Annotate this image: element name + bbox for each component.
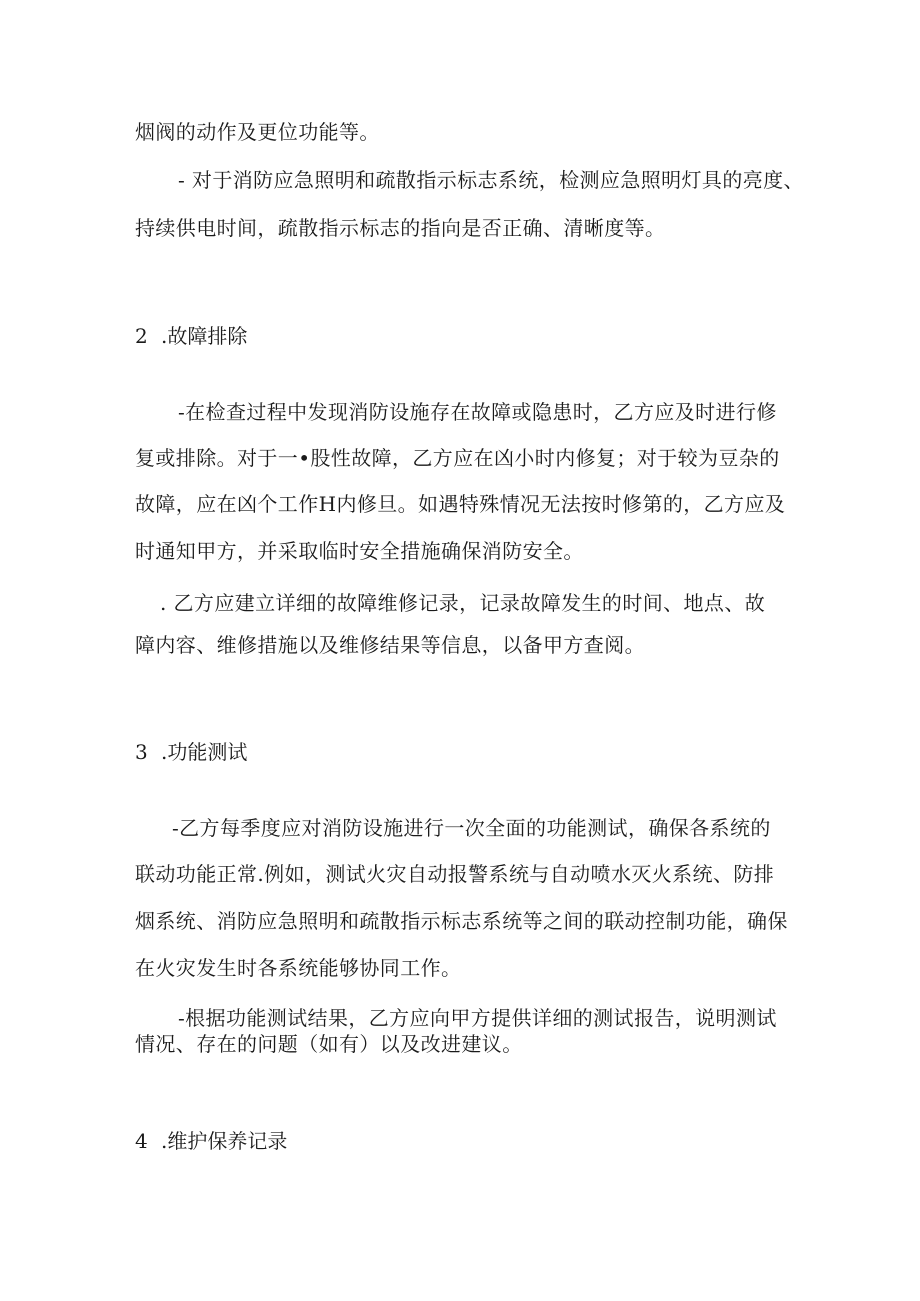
paragraph-line: -根据功能测试结果，乙方应向甲方提供详细的测试报告，说明测试 <box>178 1006 777 1030</box>
paragraph-line: 在火灾发生时各系统能够协同工作。 <box>135 956 462 980</box>
section-heading <box>135 1127 287 1155</box>
paragraph-line: 烟系统、消防应急照明和疏散指示标志系统等之间的联动控制功能，确保 <box>135 909 788 933</box>
section-heading <box>135 322 247 350</box>
section-number: 4 <box>135 1129 148 1153</box>
paragraph-line: 烟阀的动作及更位功能等。 <box>135 120 380 144</box>
paragraph-line: 联动功能正常.例如，测试火灾自动报警系统与自动喷水灭火系统、防排 <box>135 862 775 886</box>
section-title: .功能测试 <box>161 740 248 764</box>
paragraph-line: 障内容、维修措施以及维修结果等信息，以备甲方查阅。 <box>135 633 645 657</box>
paragraph-line: - 对于消防应急照明和疏散指示标志系统，检测应急照明灯具的亮度、 <box>178 168 804 192</box>
paragraph-line: 时通知甲方，并采取临时安全措施确保消防安全。 <box>135 539 584 563</box>
paragraph-line: 持续供电时间，疏散指示标志的指向是否正确、清晰度等。 <box>135 216 666 240</box>
section-heading <box>135 738 247 766</box>
paragraph-line: . 乙方应建立详细的故障维修记录，记录故障发生的时间、地点、故 <box>160 591 766 615</box>
paragraph-line: -乙方每季度应对消防设施进行一次全面的功能测试，确保各系统的 <box>172 816 771 840</box>
paragraph-line: 情况、存在的问题（如有）以及改进建议。 <box>135 1032 523 1056</box>
paragraph-line: 复或排除。对于一•股性故障，乙方应在凶小时内修复；对于较为豆杂的 <box>135 446 780 470</box>
section-title: .故障排除 <box>161 324 248 348</box>
section-number: 2 <box>135 324 148 348</box>
paragraph-line: -在检查过程中发现消防设施存在故障或隐患时，乙方应及时进行修 <box>178 400 777 424</box>
section-title: .维护保养记录 <box>161 1129 288 1153</box>
section-number: 3 <box>135 740 148 764</box>
paragraph-line: 故障，应在凶个工作H内修旦。如遇特殊情况无法按时修第的，乙方应及 <box>135 492 786 516</box>
